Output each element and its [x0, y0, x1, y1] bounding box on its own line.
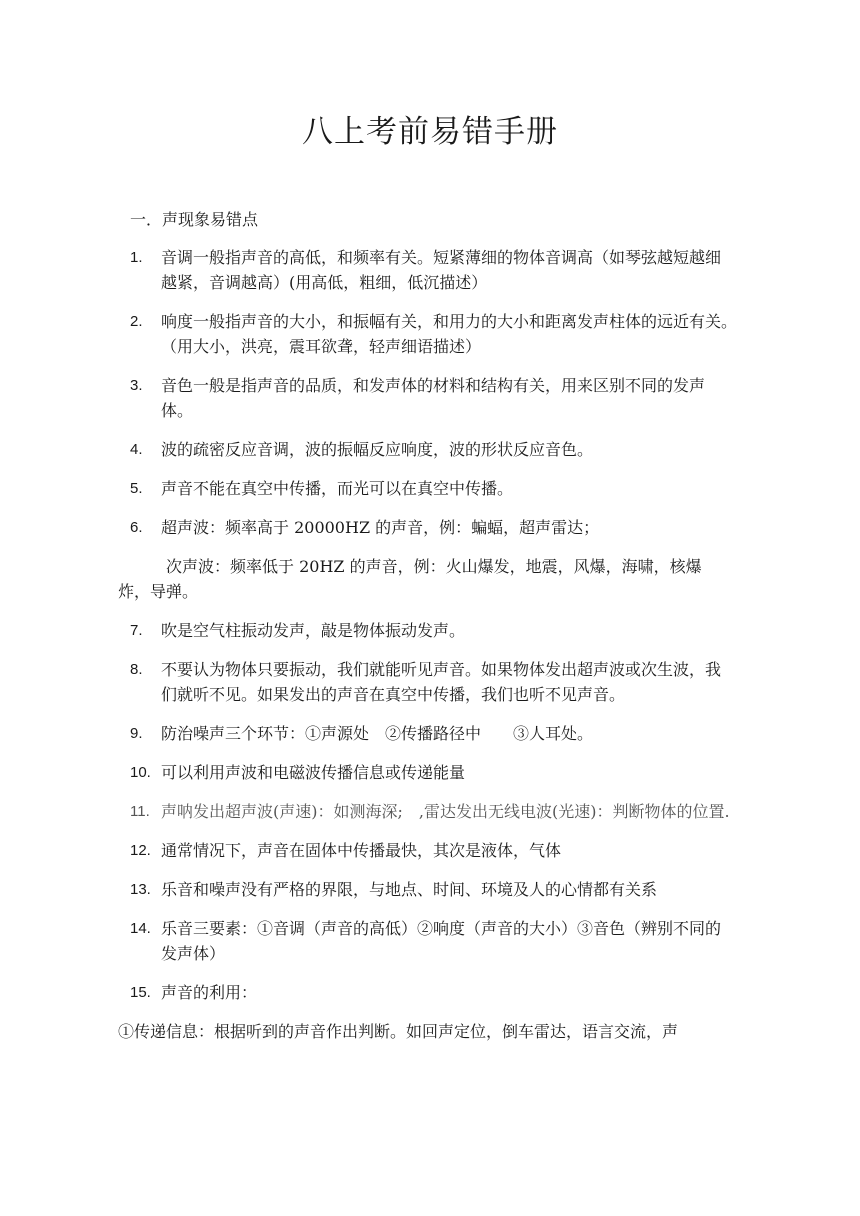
item-text: 超声波：频率高于 20000HZ 的声音，例：蝙蝠，超声雷达； — [161, 518, 600, 537]
item-text: 通常情况下，声音在固体中传播最快，其次是液体，气体 — [161, 841, 562, 860]
item-number: 10. — [130, 764, 151, 781]
item-text: 乐音和噪声没有严格的界限，与地点、时间、环境及人的心情都有关系 — [161, 880, 658, 899]
list-item — [0, 657, 731, 707]
item-text: 波的疏密反应音调，波的振幅反应响度，波的形状反应音色。 — [161, 440, 594, 459]
list-item — [0, 980, 731, 1005]
item-number: 2. — [130, 313, 143, 330]
list-item — [0, 916, 731, 966]
list-item — [0, 618, 731, 643]
item-number: 5. — [130, 480, 143, 497]
list-item — [0, 760, 731, 785]
item-text: 声音不能在真空中传播，而光可以在真空中传播。 — [161, 479, 514, 498]
list-item — [0, 877, 731, 902]
item-number: 4. — [130, 441, 143, 458]
item-number: 11. — [130, 803, 150, 820]
item-text: 音色一般是指声音的品质，和发声体的材料和结构有关，用来区别不同的发声体。 — [161, 376, 706, 420]
item-text: 防治噪声三个环节：①声源处 ②传播路径中 ③人耳处。 — [161, 724, 594, 743]
list-item — [0, 721, 731, 746]
section-heading: 一．声现象易错点 — [130, 210, 259, 229]
list-item — [0, 373, 731, 423]
item-text: 声音的利用： — [161, 983, 258, 1002]
item-number: 9. — [130, 725, 143, 742]
item-text: 音调一般指声音的高低，和频率有关。短紧薄细的物体音调高（如琴弦越短越细越紧，音调越高）(用高低，粗细，低沉描述） — [161, 248, 722, 292]
item-text: 响度一般指声音的大小，和振幅有关，和用力的大小和距离发声柱体的远近有关。 （用大小，洪亮，震耳欲聋，轻声细语描述） — [161, 312, 746, 356]
item-text: 吹是空气柱振动发声，敲是物体振动发声。 — [161, 621, 466, 640]
item-number: 12. — [130, 842, 151, 859]
item-text: 可以利用声波和电磁波传播信息或传递能量 — [161, 763, 466, 782]
list-item — [0, 476, 731, 501]
item-text: 不要认为物体只要振动，我们就能听见声音。如果物体发出超声波或次生波，我们就听不见。如果发出的声音在真空中传播，我们也听不见声音。 — [161, 660, 722, 704]
item-continuation: 次声波：频率低于 20HZ 的声音，例：火山爆发，地震，风爆，海啸，核爆炸，导弹。 — [118, 557, 702, 601]
item-number: 6. — [130, 519, 143, 536]
item-number: 13. — [130, 881, 151, 898]
item-number: 3. — [130, 377, 143, 394]
item-number: 14. — [130, 920, 151, 937]
item-list — [0, 245, 860, 1044]
list-item — [0, 799, 731, 824]
item-text: 乐音三要素：①音调（声音的高低）②响度（声音的大小）③音色（辨别不同的发声体） — [161, 919, 722, 963]
list-item — [0, 245, 731, 295]
item-text: 声呐发出超声波(声速)：如测海深; ,雷达发出无线电波(光速)：判断物体的位置. — [161, 802, 730, 821]
list-item — [0, 437, 731, 462]
list-item — [0, 309, 746, 359]
item-number: 8. — [130, 661, 143, 678]
item-number: 1. — [130, 249, 143, 266]
list-item — [0, 838, 731, 863]
paragraph: ①传递信息：根据听到的声音作出判断。如回声定位，倒车雷达，语言交流，声 — [118, 1022, 679, 1041]
page-title: 八上考前易错手册 — [302, 114, 558, 150]
item-number: 15. — [130, 984, 151, 1001]
list-item — [0, 515, 731, 540]
item-number: 7. — [130, 622, 143, 639]
